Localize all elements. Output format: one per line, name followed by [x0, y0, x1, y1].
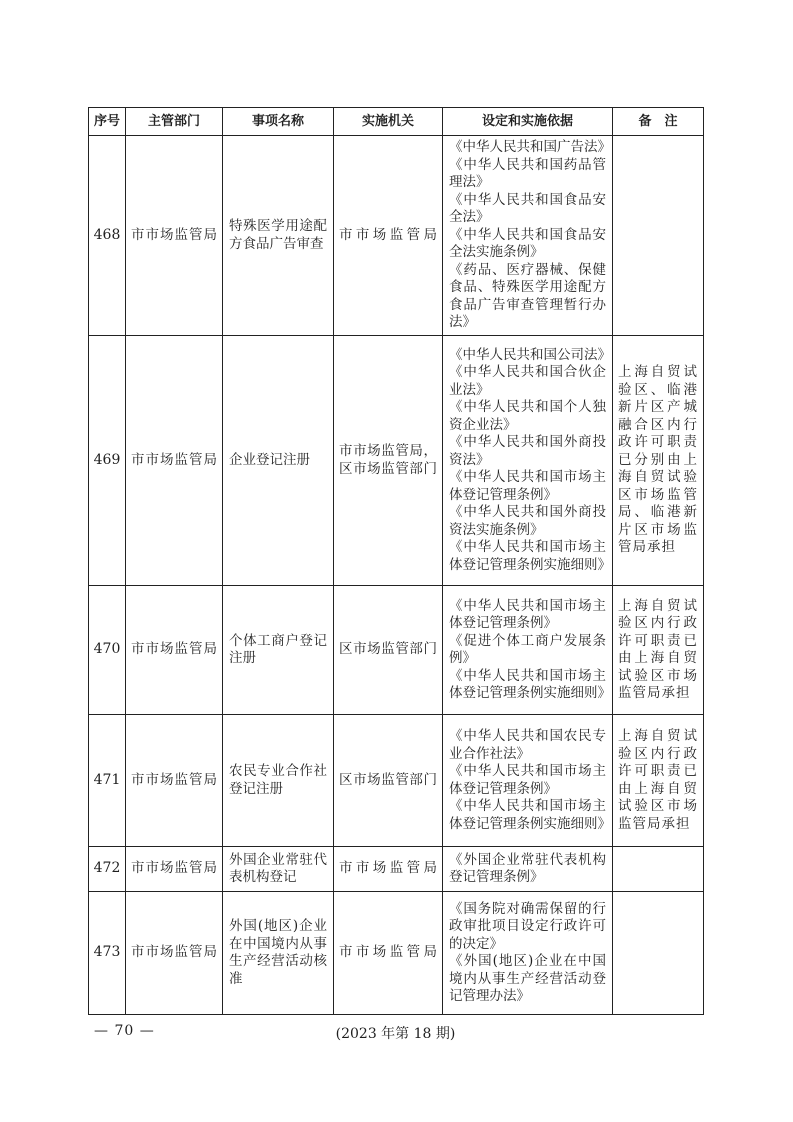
cell-remark — [613, 847, 704, 892]
column-header-department: 主管部门 — [126, 108, 223, 136]
table-header-row — [89, 108, 704, 136]
table-row — [89, 336, 704, 586]
cell-remark — [613, 136, 704, 336]
basis-law-line: 《外国(地区)企业在中国境内从事生产经营活动登记管理办法》 — [449, 953, 606, 1004]
column-header-seq: 序号 — [89, 108, 126, 136]
cell-basis — [443, 892, 613, 1015]
cell-remark: 上海自贸试验区、临港新片区产城融合区内行政许可职责已分别由上海自贸试验区市场监管局、临港新片区市场监管局承担 — [613, 336, 704, 586]
approval-items-table — [88, 107, 704, 1015]
basis-law-line: 《国务院对确需保留的行政审批项目设定行政许可的决定》 — [449, 900, 606, 952]
cell-seq: 468 — [89, 136, 126, 336]
basis-law-line: 《促进个体工商户发展条例》 — [449, 632, 606, 666]
cell-department: 市市场监管局 — [126, 336, 223, 586]
cell-item-name: 外国(地区)企业在中国境内从事生产经营活动核准 — [223, 892, 334, 1015]
basis-law-line: 《中华人民共和国食品安全法》 — [449, 191, 606, 226]
cell-basis — [443, 336, 613, 586]
cell-basis — [443, 586, 613, 715]
page-footer — [88, 1023, 703, 1043]
basis-law-line: 《中华人民共和国药品管理法》 — [449, 156, 606, 191]
cell-remark: 上海自贸试验区内行政许可职责已由上海自贸试验区市场监管局承担 — [613, 715, 704, 847]
basis-law-line: 《中华人民共和国合伙企业法》 — [449, 364, 606, 398]
cell-item-name: 企业登记注册 — [223, 336, 334, 586]
cell-seq: 469 — [89, 336, 126, 586]
cell-seq: 470 — [89, 586, 126, 715]
column-header-agency: 实施机关 — [334, 108, 443, 136]
cell-agency: 市市场监管局 — [334, 136, 443, 336]
cell-item-name: 农民专业合作社登记注册 — [223, 715, 334, 847]
page-number: — 70 — — [94, 1023, 155, 1039]
basis-law-line: 《中华人民共和国食品安全法实施条例》 — [449, 226, 606, 261]
basis-law-line: 《外国企业常驻代表机构登记管理条例》 — [449, 851, 606, 885]
basis-law-line: 《中华人民共和国市场主体登记管理条例实施细则》 — [449, 539, 611, 573]
cell-basis — [443, 136, 613, 336]
basis-law-line: 《中华人民共和国市场主体登记管理条例实施细则》 — [449, 667, 611, 701]
table-row — [89, 136, 704, 336]
basis-law-line: 《中华人民共和国市场主体登记管理条例》 — [449, 469, 606, 503]
basis-law-line: 《中华人民共和国公司法》 — [449, 346, 611, 363]
cell-basis — [443, 847, 613, 892]
basis-law-line: 《中华人民共和国市场主体登记管理条例实施细则》 — [449, 798, 611, 832]
basis-law-line: 《中华人民共和国外商投资法》 — [449, 434, 606, 468]
basis-law-line: 《中华人民共和国农民专业合作社法》 — [449, 728, 606, 762]
cell-agency: 市市场监管局，区市场监管部门 — [334, 336, 443, 586]
column-header-basis: 设定和实施依据 — [443, 108, 613, 136]
basis-law-line: 《中华人民共和国广告法》 — [449, 139, 611, 156]
table-row — [89, 586, 704, 715]
cell-department: 市市场监管局 — [126, 847, 223, 892]
cell-item-name: 外国企业常驻代表机构登记 — [223, 847, 334, 892]
table-row — [89, 715, 704, 847]
cell-seq: 471 — [89, 715, 126, 847]
cell-department: 市市场监管局 — [126, 136, 223, 336]
column-header-item-name: 事项名称 — [223, 108, 334, 136]
cell-agency: 区市场监管部门 — [334, 586, 443, 715]
cell-basis — [443, 715, 613, 847]
table-row — [89, 847, 704, 892]
issue-label: (2023 年第 18 期) — [335, 1026, 456, 1042]
cell-department: 市市场监管局 — [126, 586, 223, 715]
cell-agency: 区市场监管部门 — [334, 715, 443, 847]
cell-agency: 市市场监管局 — [334, 892, 443, 1015]
cell-item-name: 个体工商户登记注册 — [223, 586, 334, 715]
basis-law-line: 《药品、医疗器械、保健食品、特殊医学用途配方食品广告审查管理暂行办法》 — [449, 261, 606, 331]
cell-item-name: 特殊医学用途配方食品广告审查 — [223, 136, 334, 336]
basis-law-line: 《中华人民共和国市场主体登记管理条例》 — [449, 763, 606, 797]
cell-remark — [613, 892, 704, 1015]
cell-department: 市市场监管局 — [126, 892, 223, 1015]
cell-department: 市市场监管局 — [126, 715, 223, 847]
cell-seq: 472 — [89, 847, 126, 892]
basis-law-line: 《中华人民共和国个人独资企业法》 — [449, 399, 606, 433]
cell-agency: 市市场监管局 — [334, 847, 443, 892]
cell-remark: 上海自贸试验区内行政许可职责已由上海自贸试验区市场监管局承担 — [613, 586, 704, 715]
basis-law-line: 《中华人民共和国市场主体登记管理条例》 — [449, 597, 606, 631]
cell-seq: 473 — [89, 892, 126, 1015]
column-header-remark: 备 注 — [613, 108, 704, 136]
table-row — [89, 892, 704, 1015]
basis-law-line: 《中华人民共和国外商投资法实施条例》 — [449, 504, 606, 538]
